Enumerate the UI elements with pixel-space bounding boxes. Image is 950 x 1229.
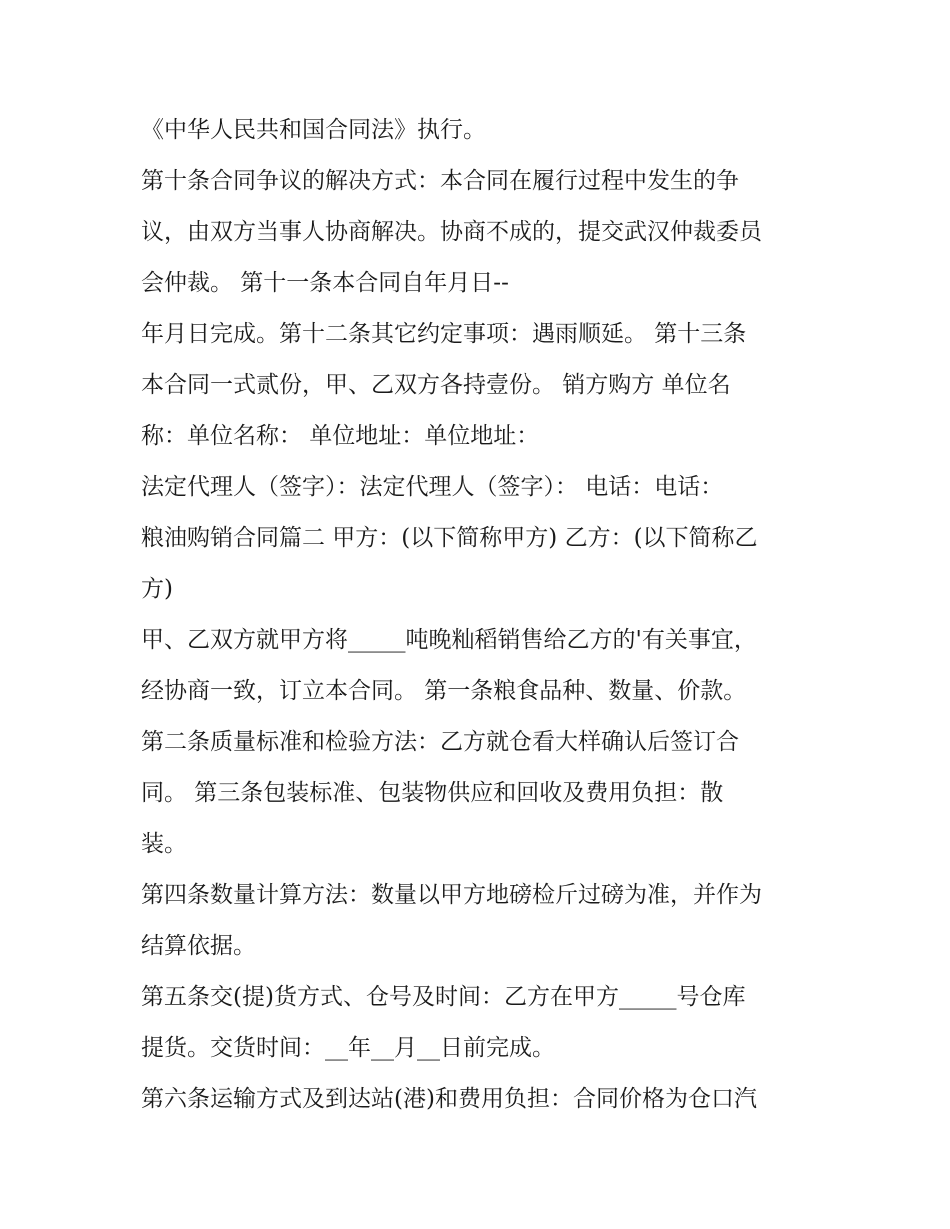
text-line: 第四条数量计算方法：数量以甲方地磅检斤过磅为准，并作为 (141, 882, 762, 908)
text-line: 年月日完成。第十二条其它约定事项：遇雨顺延。 第十三条 (141, 321, 747, 347)
text-line: 结算依据。 (141, 933, 256, 959)
text-line: 甲、乙双方就甲方将_____吨晚籼稻销售给乙方的'有关事宜， (141, 627, 757, 653)
text-line: 议，由双方当事人协商解决。协商不成的，提交武汉仲裁委员 (141, 219, 762, 245)
text-line: 第五条交(提)货方式、仓号及时间：乙方在甲方_____号仓库 (141, 984, 746, 1010)
text-line: 同。 第三条包装标准、包装物供应和回收及费用负担：散 (141, 780, 724, 806)
text-line: 第二条质量标准和检验方法：乙方就仓看大样确认后签订合 (141, 729, 739, 755)
text-line: 《中华人民共和国合同法》执行。 (141, 117, 486, 143)
text-line: 法定代理人（签字）：法定代理人（签字）： 电话：电话： (141, 474, 724, 500)
contract-text (141, 105, 831, 1125)
text-line: 第十条合同争议的解决方式：本合同在履行过程中发生的争 (141, 168, 739, 194)
text-line: 经协商一致，订立本合同。 第一条粮食品种、数量、价款。 (141, 678, 747, 704)
text-line: 粮油购销合同篇二 甲方：(以下简称甲方) 乙方：(以下简称乙 (141, 525, 758, 551)
text-line: 方) (141, 576, 173, 602)
text-line: 提货。交货时间：__年__月__日前完成。 (141, 1035, 555, 1061)
text-line: 装。 (141, 831, 187, 857)
text-line: 会仲裁。 第十一条本合同自年月日-- (141, 270, 509, 296)
text-line: 第六条运输方式及到达站(港)和费用负担：合同价格为仓口汽 (141, 1086, 757, 1112)
text-line: 本合同一式贰份，甲、乙双方各持壹份。 销方购方 单位名 (141, 372, 731, 398)
text-line: 称：单位名称： 单位地址：单位地址： (141, 423, 540, 449)
